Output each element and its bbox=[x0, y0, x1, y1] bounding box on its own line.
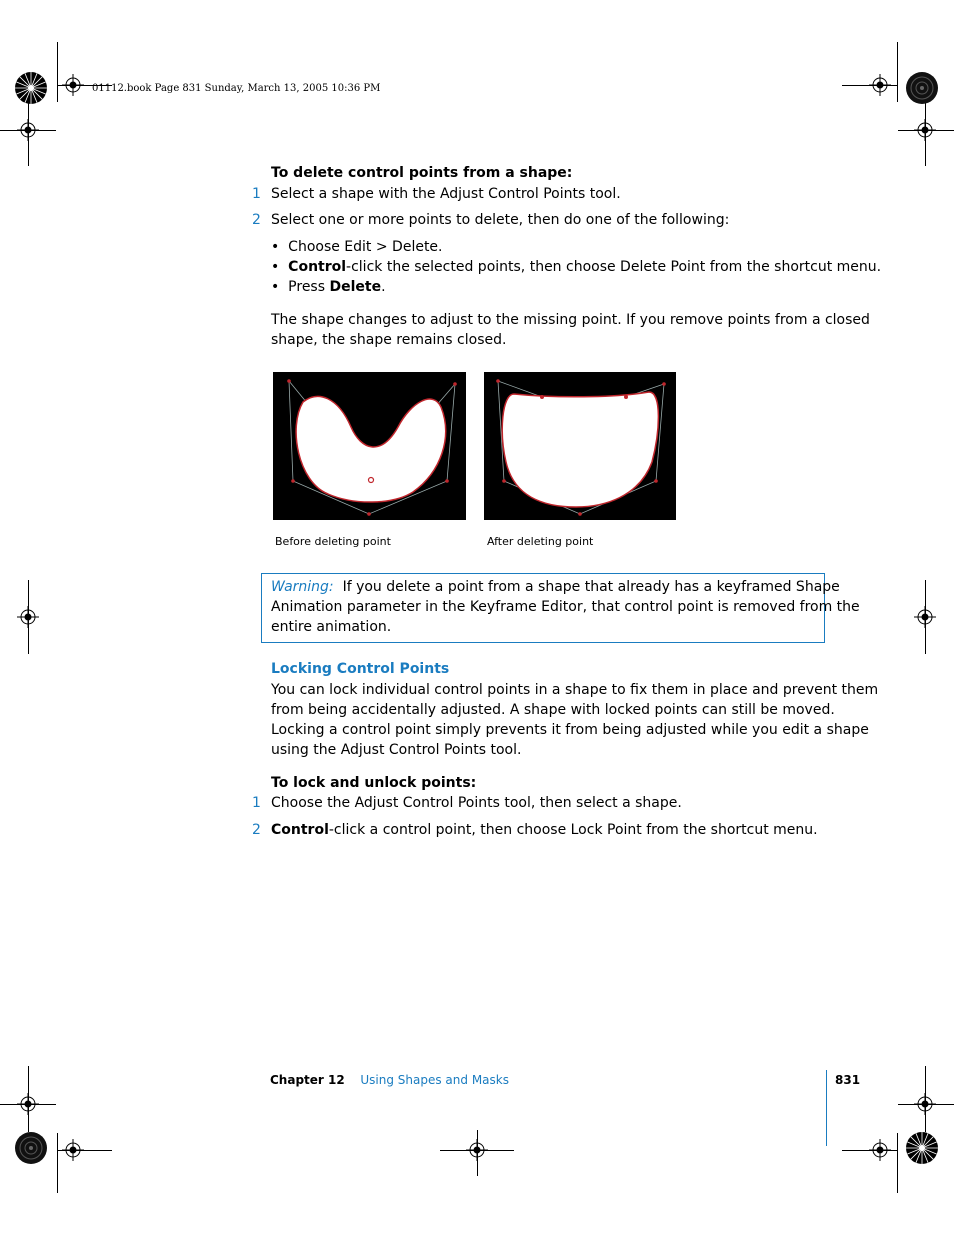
bullet-icon: • bbox=[271, 239, 289, 255]
print-info: 01112.book Page 831 Sunday, March 13, 2005 10:36 PM bbox=[92, 83, 381, 94]
step-text: Select one or more points to delete, then do one of the following: bbox=[271, 212, 730, 228]
chapter-title: Using Shapes and Masks bbox=[360, 1073, 509, 1087]
step-text: Choose the Adjust Control Points tool, then select a shape. bbox=[271, 795, 682, 811]
key-control: Control bbox=[288, 259, 347, 275]
warning-line: entire animation. bbox=[271, 619, 392, 635]
before-deleting-point-image bbox=[273, 372, 466, 520]
warning-label: Warning: bbox=[271, 579, 334, 595]
lock-points-heading: To lock and unlock points: bbox=[271, 775, 477, 791]
bullet-list-item: • Control-click the selected points, then choose Delete Point from the shortcut menu. bbox=[271, 259, 882, 275]
bullet-list-item: • Choose Edit > Delete. bbox=[271, 239, 443, 255]
figure-caption-before: Before deleting point bbox=[275, 535, 391, 548]
bullet-icon: • bbox=[271, 259, 289, 275]
page-number: 831 bbox=[835, 1073, 861, 1087]
step-text: Select a shape with the Adjust Control Points tool. bbox=[271, 186, 621, 202]
footer-divider bbox=[826, 1070, 827, 1146]
step-number: 1 bbox=[252, 795, 261, 811]
paragraph-line: You can lock individual control points in a shape to fix them in place and prevent them bbox=[271, 682, 879, 698]
section-title: Locking Control Points bbox=[271, 661, 450, 677]
delete-points-heading: To delete control points from a shape: bbox=[271, 165, 573, 181]
step-number: 1 bbox=[252, 186, 261, 202]
step-number: 2 bbox=[252, 822, 261, 838]
paragraph-line: shape, the shape remains closed. bbox=[271, 332, 507, 348]
key-delete: Delete bbox=[329, 279, 382, 295]
step-number: 2 bbox=[252, 212, 261, 228]
warning-line: Warning: If you delete a point from a shape that already has a keyframed Shape bbox=[271, 579, 840, 595]
figure-caption-after: After deleting point bbox=[487, 535, 594, 548]
after-deleting-point-image bbox=[484, 372, 676, 520]
footer-chapter bbox=[270, 1073, 509, 1087]
paragraph-line: Locking a control point simply prevents it from being adjusted while you edit a shape bbox=[271, 722, 869, 738]
step-text: Control-click a control point, then choose Lock Point from the shortcut menu. bbox=[271, 822, 818, 838]
key-control: Control bbox=[271, 822, 329, 838]
bullet-list-item: • Press Delete. bbox=[271, 279, 386, 295]
paragraph-line: The shape changes to adjust to the missing point. If you remove points from a closed bbox=[271, 312, 870, 328]
paragraph-line: using the Adjust Control Points tool. bbox=[271, 742, 522, 758]
chapter-label: Chapter 12 bbox=[270, 1073, 345, 1087]
warning-line: Animation parameter in the Keyframe Editor, that control point is removed from the bbox=[271, 599, 860, 615]
paragraph-line: from being accidentally adjusted. A shape with locked points can still be moved. bbox=[271, 702, 835, 718]
bullet-icon: • bbox=[271, 279, 289, 295]
